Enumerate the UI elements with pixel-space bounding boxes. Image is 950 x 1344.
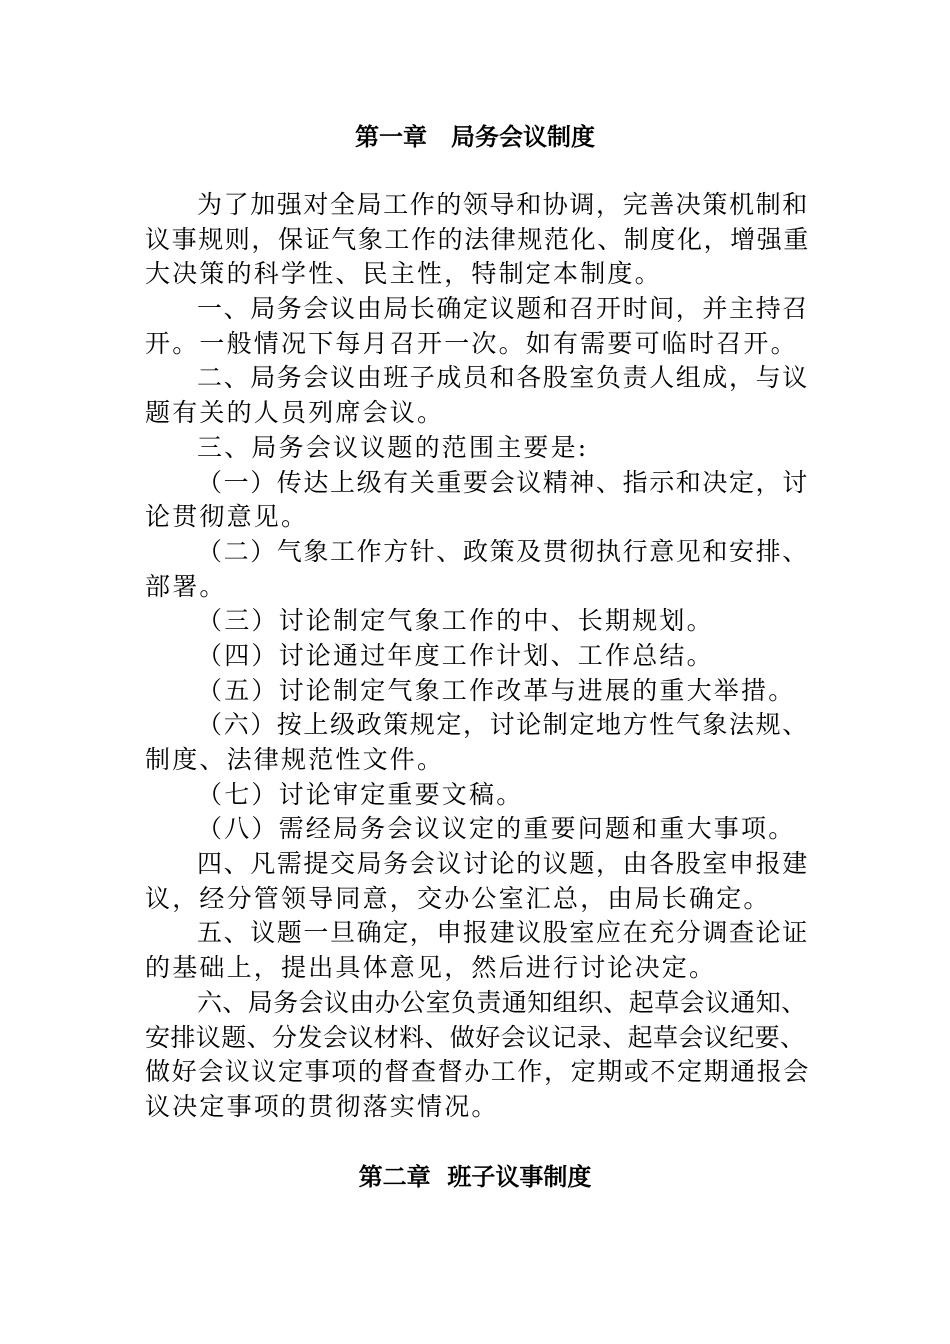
text-line: （六）按上级政策规定，讨论制定地方性气象法规、 — [197, 710, 809, 740]
text-line: 三、局务会议议题的范围主要是: — [197, 432, 589, 462]
text-line: 论贯彻意见。 — [145, 502, 309, 532]
text-line: 做好会议议定事项的督查督办工作，定期或不定期通报会 — [145, 1057, 811, 1087]
text-line: 部署。 — [145, 571, 227, 601]
text-line: 议，经分管领导同意，交办公室汇总，由局长确定。 — [145, 883, 771, 913]
text-line: （四）讨论通过年度工作计划、工作总结。 — [197, 640, 714, 670]
text-line: 议事规则，保证气象工作的法律规范化、制度化，增强重 — [145, 224, 811, 254]
text-line: 四、凡需提交局务会议讨论的议题，由各股室申报建 — [197, 849, 809, 879]
text-line: （一）传达上级有关重要会议精神、指示和决定，讨 — [197, 467, 809, 497]
text-line: 六、局务会议由办公室负责通知组织、起草会议通知、 — [197, 987, 807, 1017]
text-line: 题有关的人员列席会议。 — [145, 398, 445, 428]
text-line: （七）讨论审定重要文稿。 — [197, 779, 524, 809]
text-line: （二）气象工作方针、政策及贯彻执行意见和安排、 — [197, 536, 809, 566]
text-line: （三）讨论制定气象工作的中、长期规划。 — [197, 606, 714, 636]
text-line: 议决定事项的贯彻落实情况。 — [145, 1091, 499, 1121]
text-line: 的基础上，提出具体意见，然后进行讨论决定。 — [145, 953, 717, 983]
text-line: 安排议题、分发会议材料、做好会议记录、起草会议纪要、 — [145, 1022, 806, 1052]
text-line: 二、局务会议由班子成员和各股室负责人组成，与议 — [197, 363, 809, 393]
text-line: （八）需经局务会议议定的重要问题和重大事项。 — [197, 814, 796, 844]
text-line: 一、局务会议由局长确定议题和召开时间，并主持召 — [197, 294, 809, 324]
text-line: 制度、法律规范性文件。 — [145, 745, 445, 774]
text-line: 五、议题一旦确定，申报建议股室应在充分调查论证 — [197, 918, 809, 948]
text-line: 大决策的科学性、民主性，特制定本制度。 — [145, 259, 662, 289]
text-line: （五）讨论制定气象工作改革与进展的重大举措。 — [197, 675, 796, 705]
text-line: 为了加强对全局工作的领导和协调，完善决策机制和 — [197, 190, 809, 219]
chapter-2-title: 第二章 班子议事制度 — [358, 1163, 592, 1191]
chapter-1-body — [145, 188, 810, 1125]
chapter-1-title: 第一章 局务会议制度 — [355, 123, 595, 151]
text-line: 开。一般情况下每月召开一次。如有需要可临时召开。 — [145, 328, 798, 358]
